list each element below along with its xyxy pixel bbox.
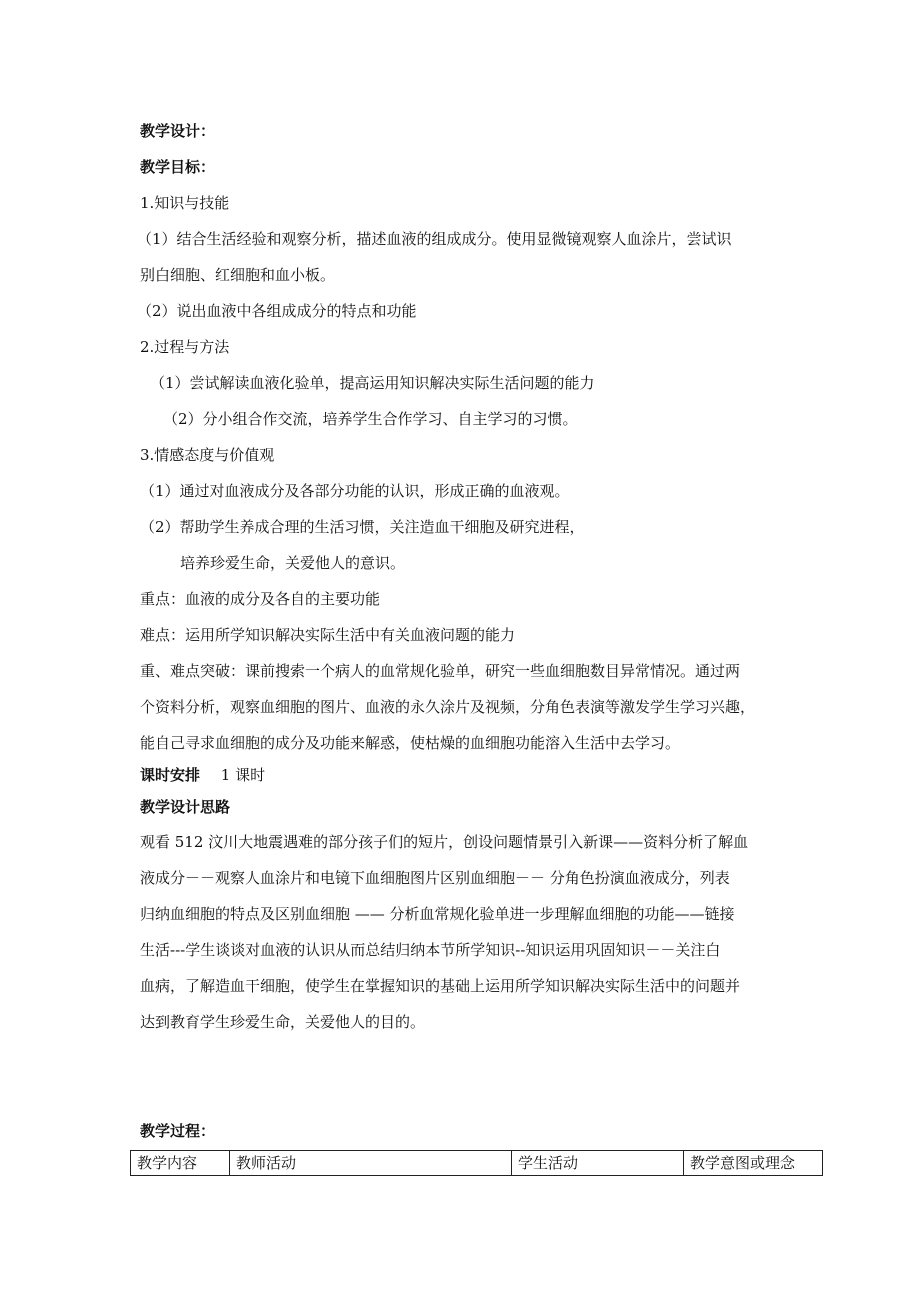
design-idea-line-3: 归纳血细胞的特点及区别血细胞 —— 分析血常规化验单进一步理解血细胞的功能——链接 [140,905,735,923]
schedule-value: 1 课时 [220,766,266,784]
col-header-content: 教学内容 [131,1151,230,1176]
goal-knowledge-item-1: （1）结合生活经验和观察分析，描述血液的组成成分。使用显微镜观察人血涂片，尝试识 [137,230,732,248]
goal-knowledge-title: 1.知识与技能 [140,194,230,212]
col-header-intent: 教学意图或理念 [684,1151,823,1176]
breakthrough-line-1: 重、难点突破：课前搜索一个病人的血常规化验单，研究一些血细胞数目异常情况。通过两 [140,662,741,680]
breakthrough-line-2: 个资料分析，观察血细胞的图片、血液的永久涂片及视频，分角色表演等激发学生学习兴趣， [140,698,756,716]
design-idea-line-5: 血病，了解造血干细胞，使学生在掌握知识的基础上运用所学知识解决实际生活中的问题并 [140,977,741,995]
heading-teaching-design: 教学设计： [140,122,216,140]
teaching-process-heading: 教学过程： [140,1122,216,1140]
design-idea-line-4: 生活---学生谈谈对血液的认识从而总结归纳本节所学知识--知识运用巩固知识－－关注白 [140,941,721,959]
design-idea-title: 教学设计思路 [140,798,231,816]
design-idea-line-2: 液成分－－观察人血涂片和电镜下血细胞图片区别血细胞－－ 分角色扮演血液成分，列表 [140,869,730,887]
goal-process-item-1: （1）尝试解读血液化验单，提高运用知识解决实际生活问题的能力 [150,374,595,392]
col-header-teacher: 教师活动 [230,1151,512,1176]
design-idea-line-6: 达到教育学生珍爱生命，关爱他人的目的。 [140,1013,426,1031]
col-header-student: 学生活动 [512,1151,684,1176]
goal-emotion-item-1: （1）通过对血液成分及各部分功能的认识，形成正确的血液观。 [140,482,570,500]
goal-emotion-item-2-cont: 培养珍爱生命，关爱他人的意识。 [180,554,406,572]
goal-process-title: 2.过程与方法 [140,338,230,356]
breakthrough-line-3: 能自己寻求血细胞的成分及功能来解惑，使枯燥的血细胞功能溶入生活中去学习。 [140,734,681,752]
goal-knowledge-item-2: （2）说出血液中各组成成分的特点和功能 [137,302,417,320]
schedule-label: 课时安排 [140,766,201,784]
schedule-row [140,765,265,785]
key-point: 重点：血液的成分及各自的主要功能 [140,590,381,608]
difficult-point: 难点：运用所学知识解决实际生活中有关血液问题的能力 [140,626,516,644]
goal-emotion-title: 3.情感态度与价值观 [140,446,275,464]
goal-emotion-item-2: （2）帮助学生养成合理的生活习惯，关注造血干细胞及研究进程， [140,518,585,536]
heading-teaching-goals: 教学目标： [140,158,216,176]
goal-knowledge-item-1-cont: 别白细胞、红细胞和血小板。 [140,266,336,284]
table-header-row [131,1151,823,1176]
design-idea-line-1: 观看 512 汶川大地震遇难的部分孩子们的短片，创设问题情景引入新课——资料分析了解血 [140,833,749,851]
teaching-process-table [130,1150,823,1176]
goal-process-item-2: （2）分小组合作交流，培养学生合作学习、自主学习的习惯。 [163,410,578,428]
